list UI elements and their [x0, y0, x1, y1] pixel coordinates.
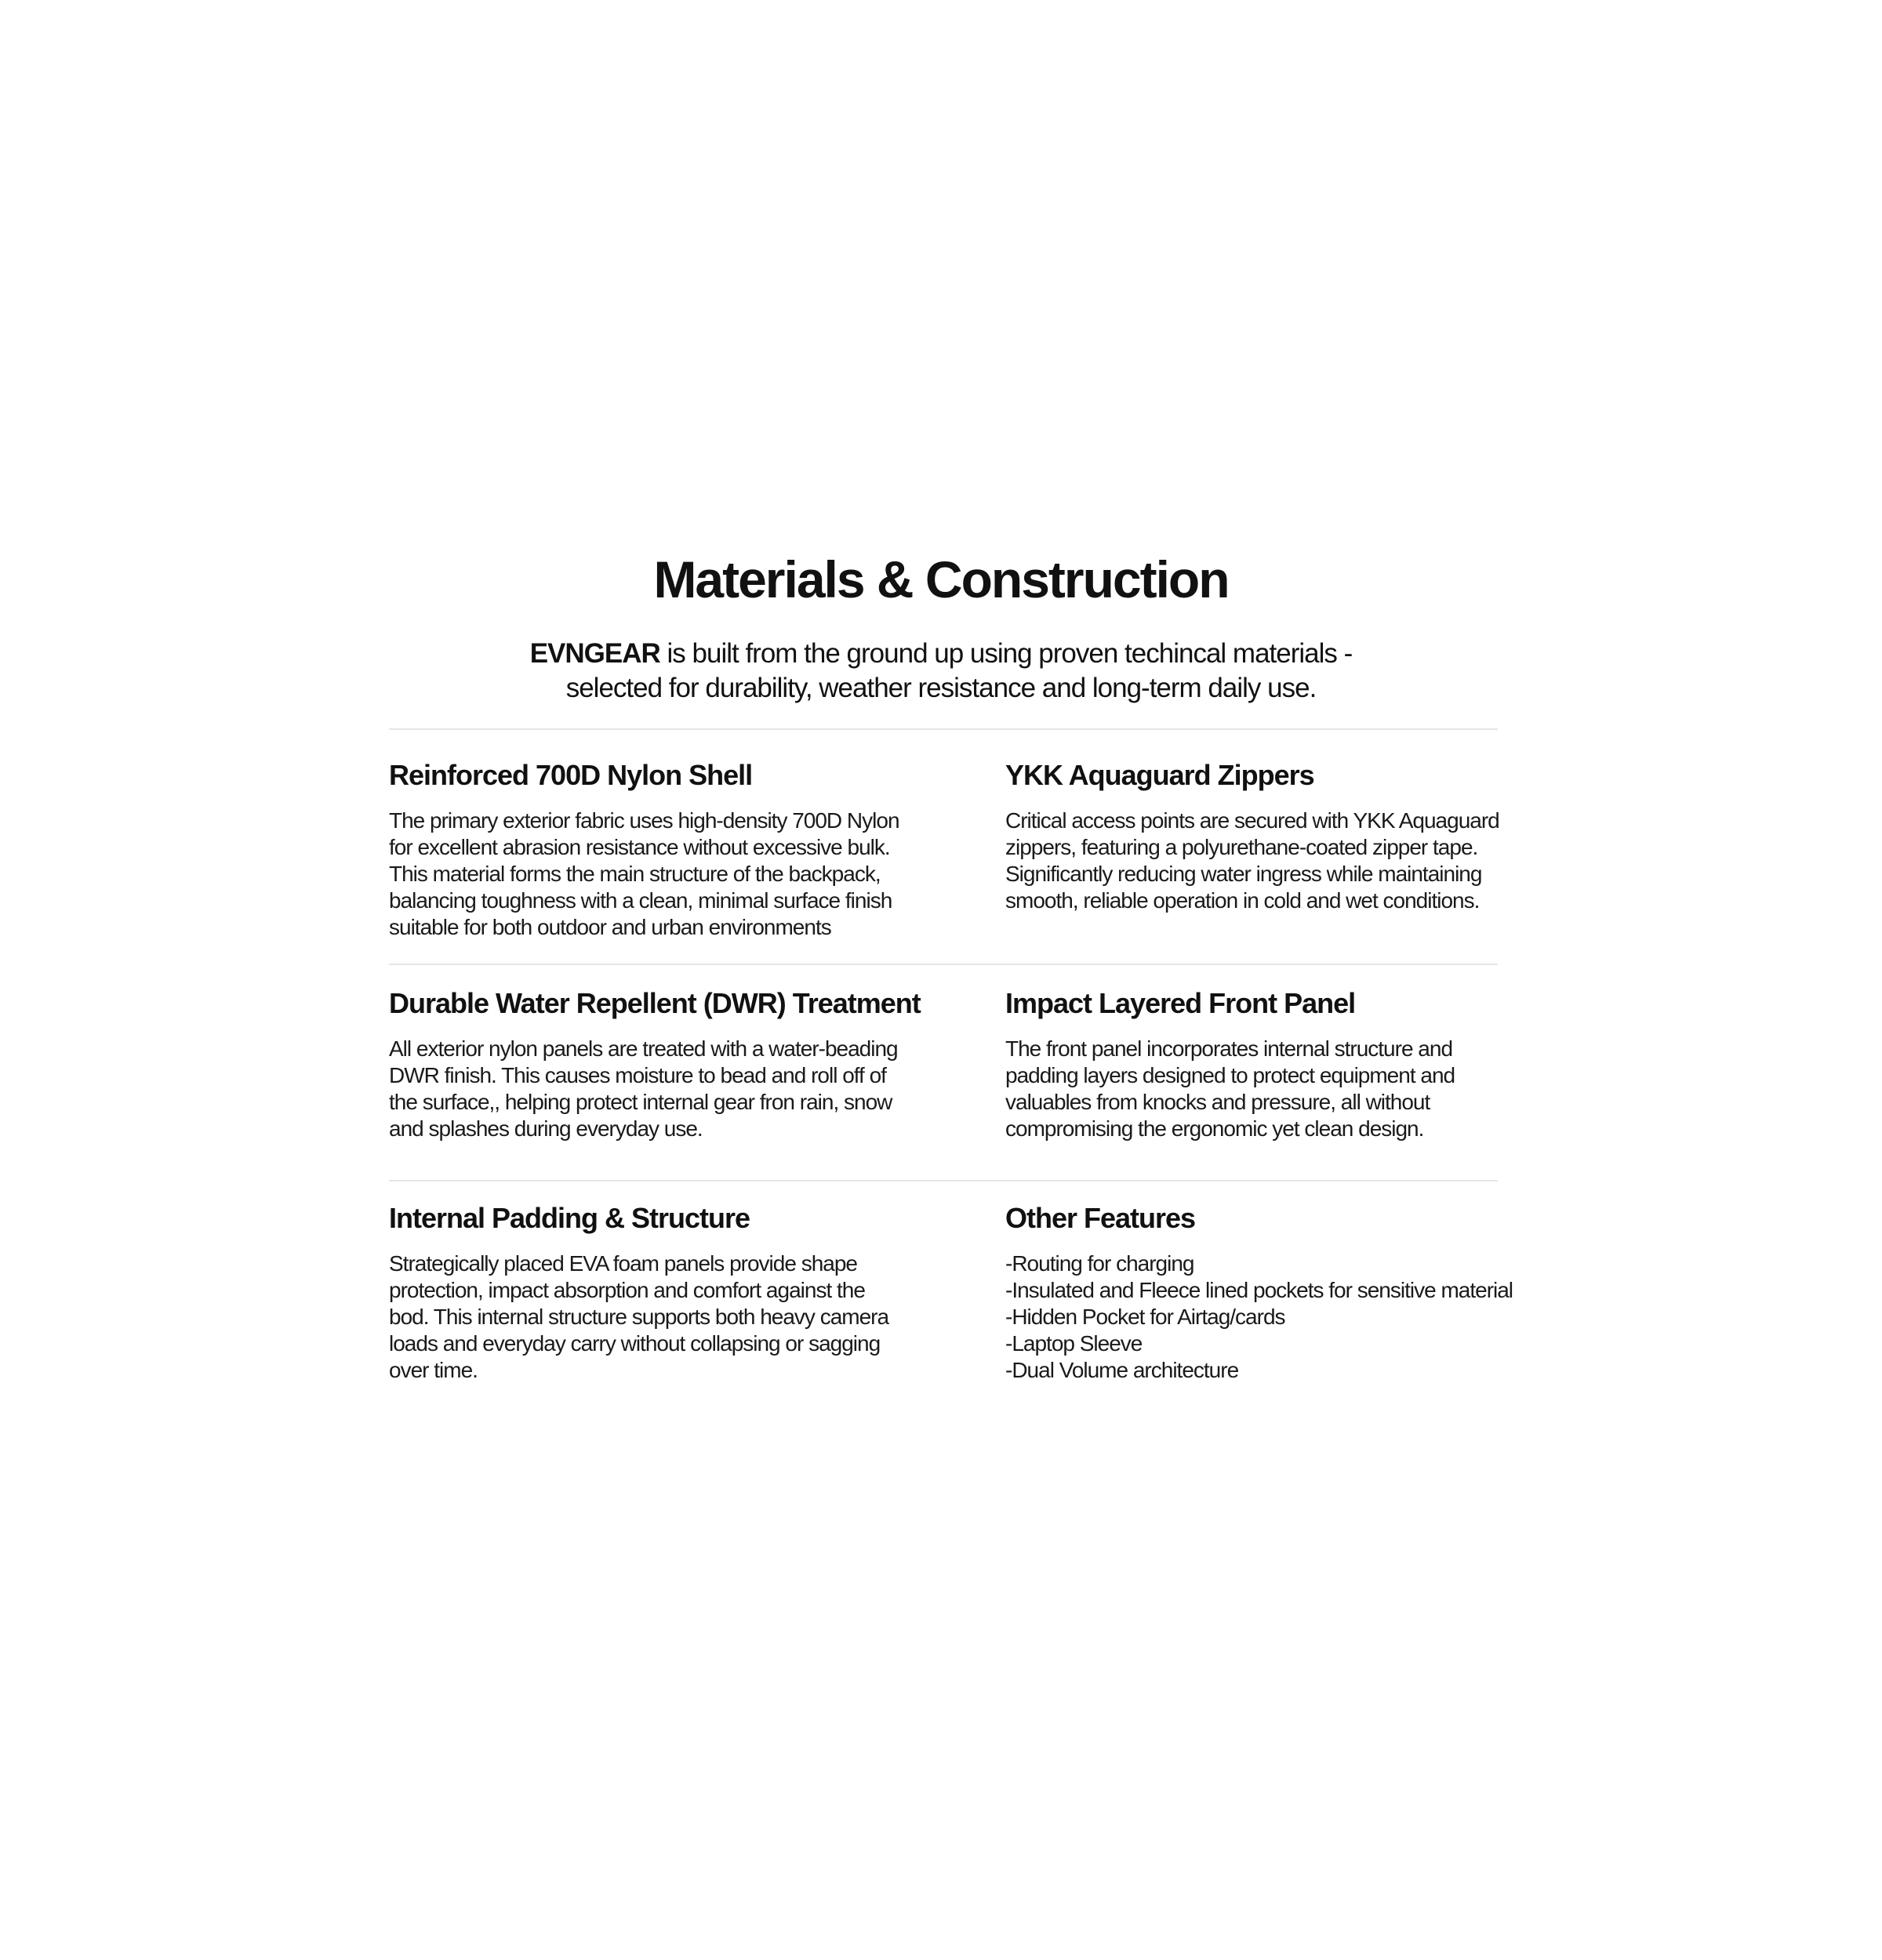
feature-other-features: [1005, 1200, 1513, 1384]
list-item: -Dual Volume architecture: [1005, 1358, 1239, 1382]
feature-body: All exterior nylon panels are treated with a water-beading DWR finish. This causes moisture to bead and roll off of the surface,, helping protect internal gear fron rain, snow and splashes during everyday use.: [389, 1036, 898, 1141]
section-divider: [389, 728, 1498, 730]
feature-internal-padding: [389, 1200, 922, 1384]
feature-nylon-shell: [389, 757, 922, 941]
feature-body: Strategically placed EVA foam panels provide shape protection, impact absorption and comfort against the bod. This internal structure supports both heavy camera loads and everyday carry without collapsing or sagging over time.: [389, 1251, 889, 1382]
list-item: -Laptop Sleeve: [1005, 1331, 1143, 1356]
feature-title: Impact Layered Front Panel: [1005, 987, 1356, 1019]
feature-title: YKK Aquaguard Zippers: [1005, 759, 1314, 791]
section-divider: [389, 964, 1498, 965]
feature-front-panel: [1005, 985, 1507, 1142]
intro-line-1-text: is built from the ground up using proven techincal materials -: [659, 638, 1353, 669]
feature-list: [1005, 1250, 1513, 1384]
intro-line-2: selected for durability, weather resistance and long-term daily use.: [565, 673, 1317, 703]
list-item: -Insulated and Fleece lined pockets for sensitive material: [1005, 1278, 1513, 1302]
feature-body: The primary exterior fabric uses high-density 700D Nylon for excellent abrasion resistance without excessive bulk. This material forms the main structure of the backpack, balancing toughness with a clean, minimal surface finish suitable for both outdoor and urban environments: [389, 808, 899, 939]
feature-body: The front panel incorporates internal structure and padding layers designed to protect equipment and valuables from knocks and pressure, all without compromising the ergonomic yet clean design.: [1005, 1036, 1455, 1141]
feature-ykk-zippers: [1005, 757, 1507, 914]
feature-title: Internal Padding & Structure: [389, 1202, 750, 1234]
page-title: Materials & Construction: [653, 550, 1229, 608]
feature-title: Other Features: [1005, 1202, 1196, 1234]
list-item: -Routing for charging: [1005, 1251, 1194, 1276]
feature-dwr-treatment: [389, 985, 922, 1142]
section-divider: [389, 1180, 1498, 1181]
feature-title: Durable Water Repellent (DWR) Treatment: [389, 987, 921, 1019]
feature-body: Critical access points are secured with YKK Aquaguard zippers, featuring a polyurethane-coated zipper tape. Significantly reducing water ingress while maintaining smooth, reliable operation in cold and wet conditions.: [1005, 808, 1499, 913]
feature-title: Reinforced 700D Nylon Shell: [389, 759, 753, 791]
intro-line-1: [0, 637, 1882, 671]
brand-name: EVNGEAR: [529, 638, 660, 669]
list-item: -Hidden Pocket for Airtag/cards: [1005, 1305, 1285, 1329]
intro-text: [0, 637, 1882, 706]
